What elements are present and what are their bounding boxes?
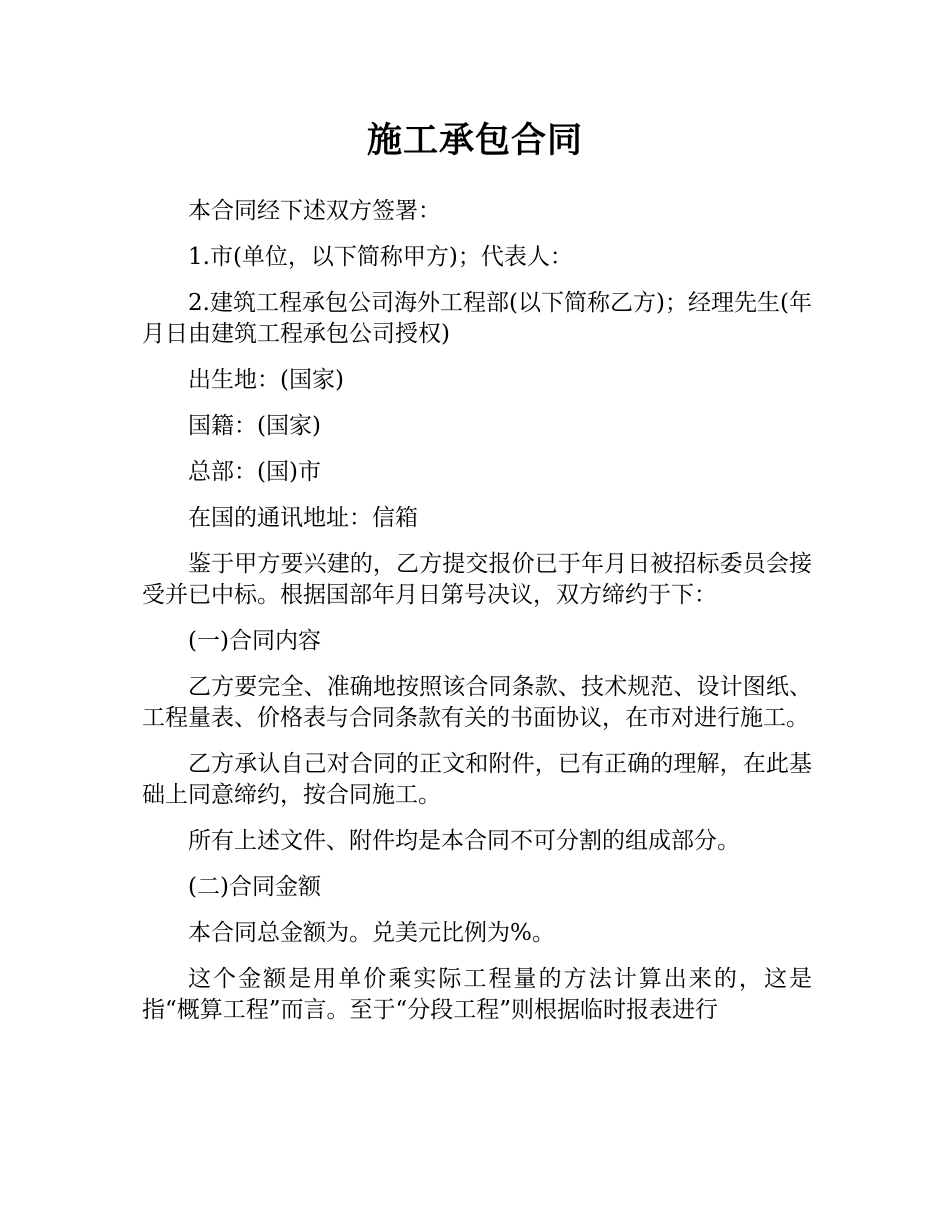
paragraph-scope: 乙方要完全、准确地按照该合同条款、技术规范、设计图纸、工程量表、价格表与合同条款有关的书面协议，在市对进行施工。 bbox=[142, 674, 812, 731]
paragraph-integral-parts: 所有上述文件、附件均是本合同不可分割的组成部分。 bbox=[188, 828, 740, 854]
section-heading-contents: (一)合同内容 bbox=[188, 628, 321, 654]
paragraph-address: 在国的通讯地址：信箱 bbox=[188, 505, 418, 531]
document-body bbox=[142, 196, 812, 1041]
paragraph-party-b: 2.建筑工程承包公司海外工程部(以下简称乙方)；经理先生(年月日由建筑工程承包公司授权) bbox=[142, 290, 812, 347]
paragraph-intro: 本合同经下述双方签署： bbox=[188, 198, 441, 224]
paragraph-nationality: 国籍：(国家) bbox=[188, 413, 321, 439]
section-heading-amount: (二)合同金额 bbox=[188, 874, 321, 900]
paragraph-total-amount: 本合同总金额为。兑美元比例为%。 bbox=[188, 920, 555, 946]
page-title: 施工承包合同 bbox=[366, 121, 583, 161]
paragraph-recital: 鉴于甲方要兴建的，乙方提交报价已于年月日被招标委员会接受并已中标。根据国部年月日第号决议，双方缔约于下： bbox=[142, 551, 812, 608]
paragraph-acknowledgement: 乙方承认自己对合同的正文和附件，已有正确的理解，在此基础上同意缔约，按合同施工。 bbox=[142, 751, 812, 808]
paragraph-birthplace: 出生地：(国家) bbox=[188, 367, 344, 393]
paragraph-party-a: 1.市(单位，以下简称甲方)；代表人： bbox=[188, 244, 573, 270]
paragraph-headquarters: 总部：(国)市 bbox=[188, 459, 321, 485]
paragraph-calculation: 这个金额是用单价乘实际工程量的方法计算出来的，这是指“概算工程”而言。至于“分段工程”则根据临时报表进行 bbox=[142, 966, 812, 1023]
